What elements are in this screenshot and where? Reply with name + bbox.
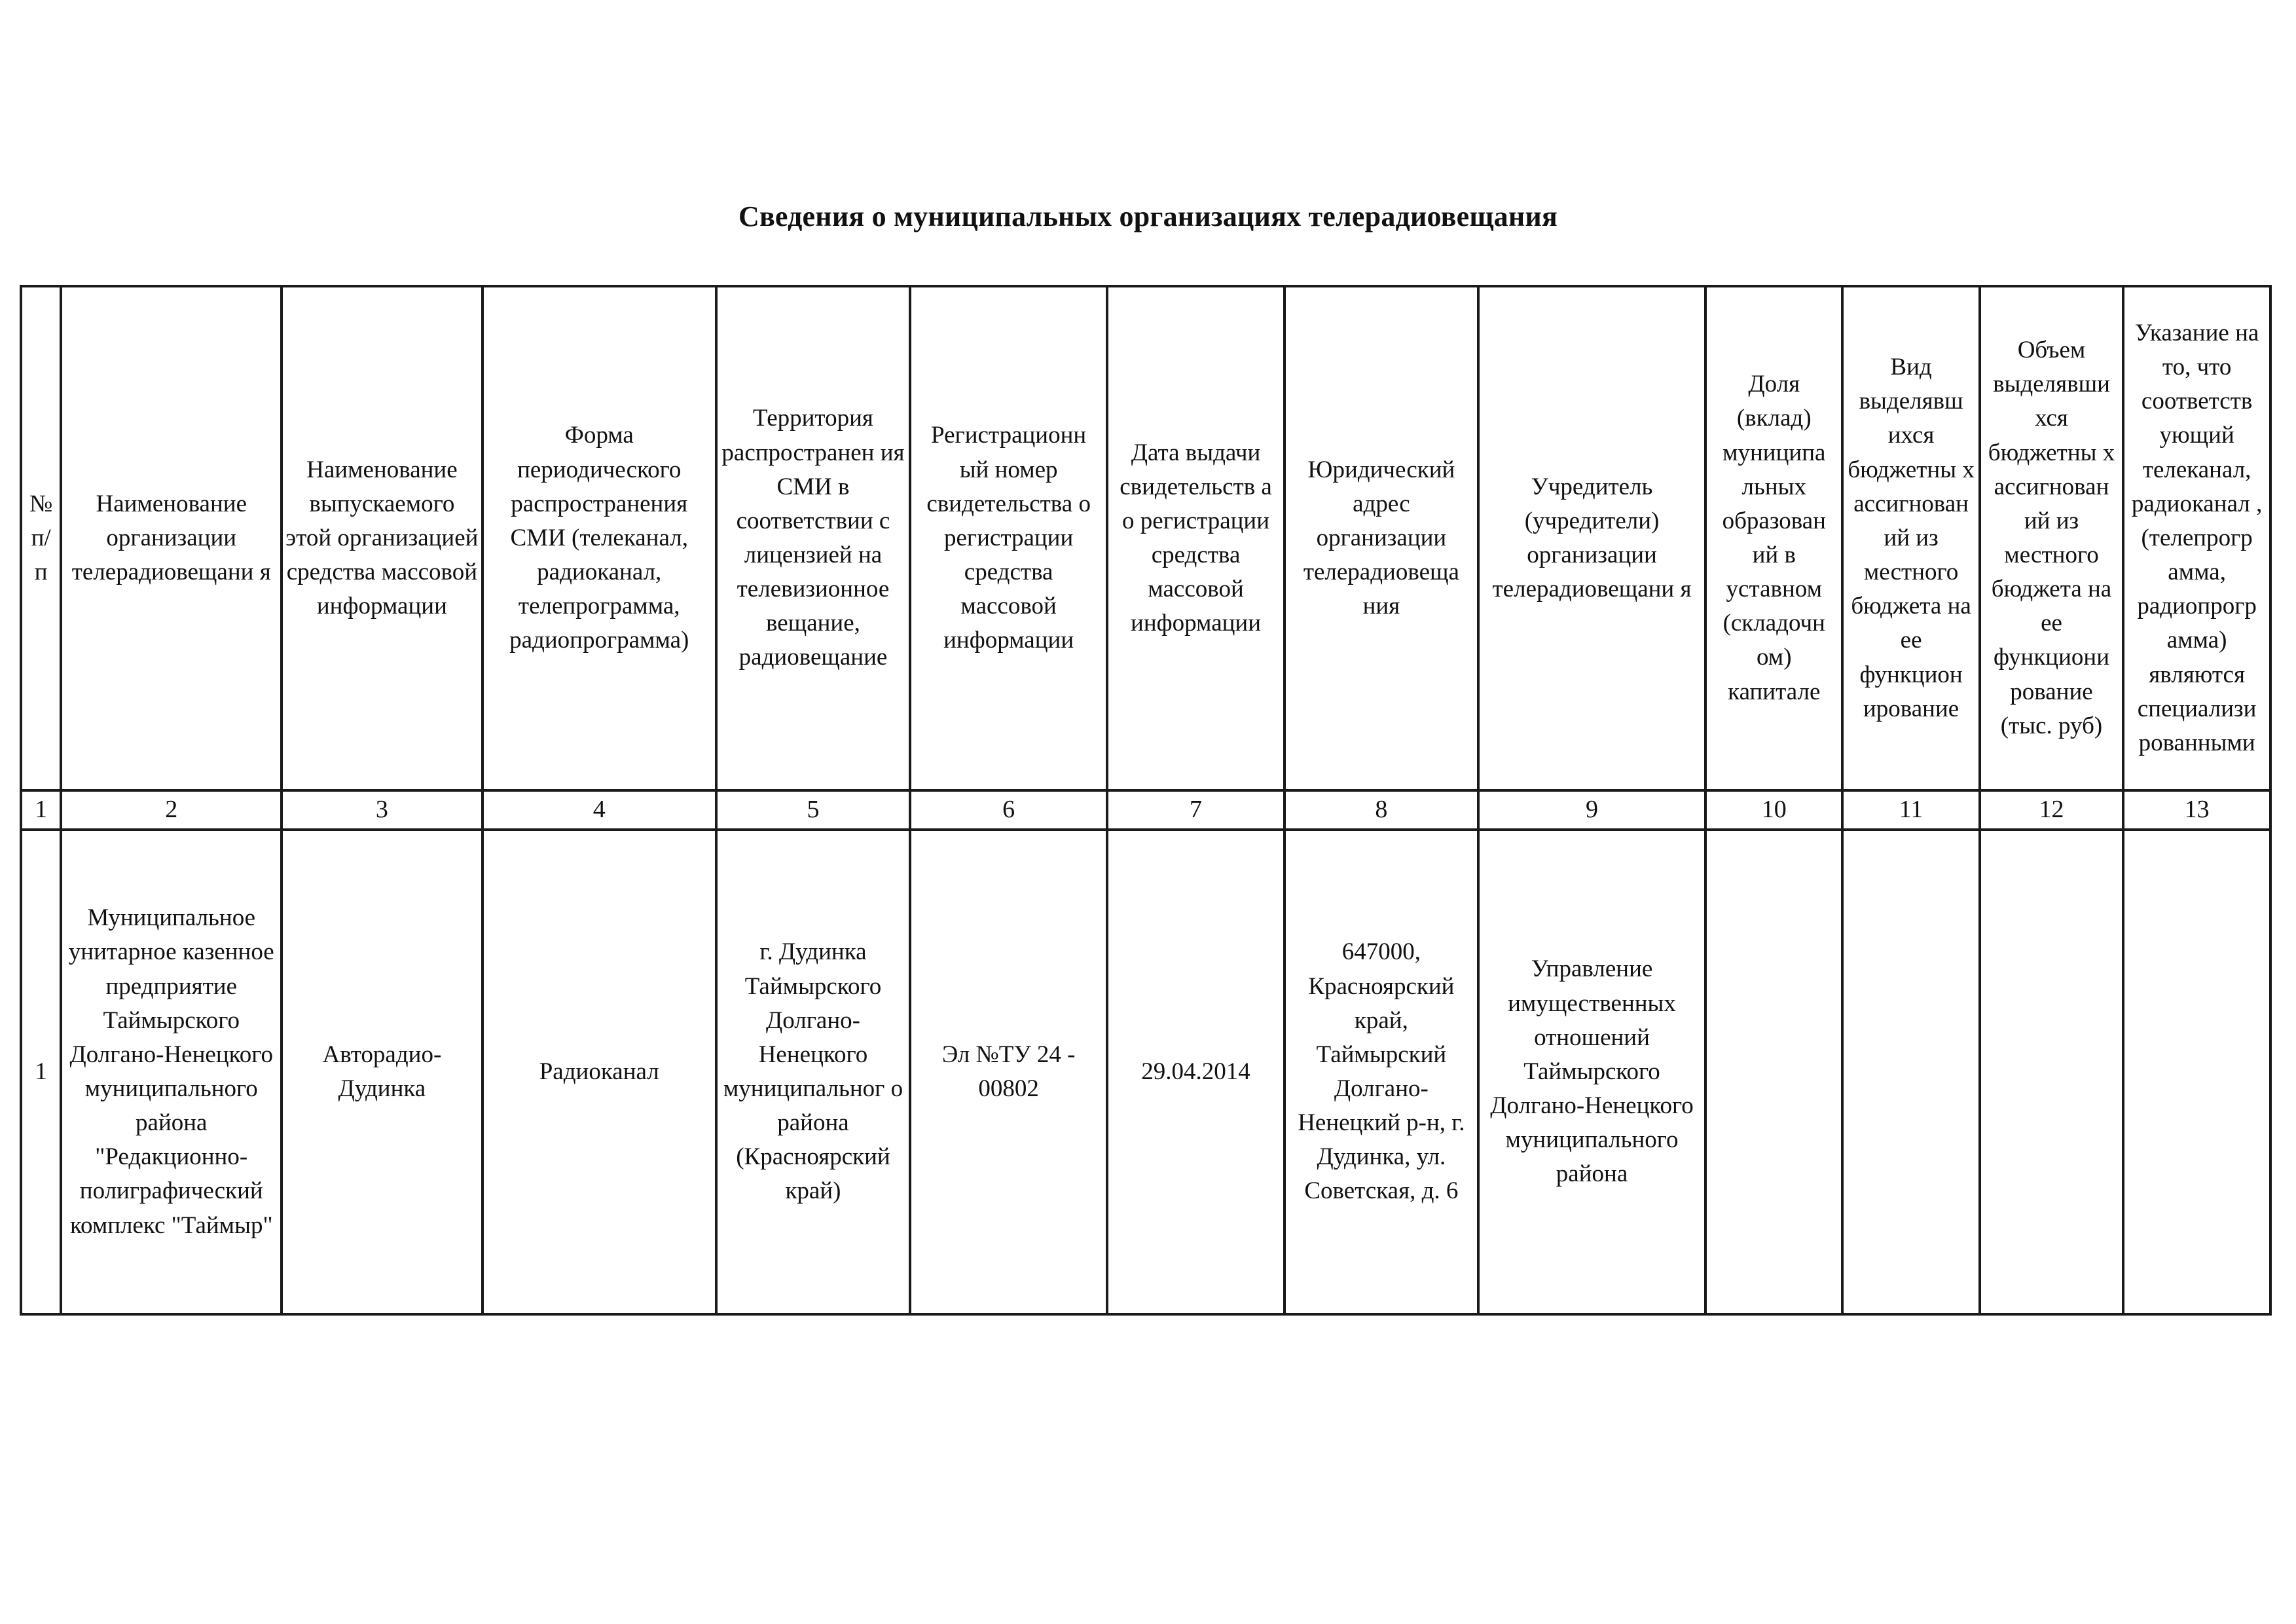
column-number-cell: 12 [1980, 790, 2124, 830]
column-number-cell: 6 [910, 790, 1107, 830]
header-cell-number: № п/п [21, 286, 61, 790]
column-number-cell: 13 [2123, 790, 2270, 830]
column-number-cell: 10 [1705, 790, 1842, 830]
header-cell-specialization: Указание на то, что соответств ующий телеканал, радиоканал , (телепрогр амма, радиопрогр амма) являются специализи рованными [2123, 286, 2270, 790]
header-cell-registration-number: Регистрационн ый номер свидетельства о регистрации средства массовой информации [910, 286, 1107, 790]
cell-specialization [2123, 830, 2270, 1314]
column-number-cell: 7 [1107, 790, 1285, 830]
cell-allocation-type [1842, 830, 1979, 1314]
cell-organization-name: Муниципальное унитарное казенное предприятие Таймырского Долгано-Ненецкого муниципального района "Редакционно-полиграфический комплекс "Таймыр" [61, 830, 282, 1314]
cell-registration-number: Эл №ТУ 24 - 00802 [910, 830, 1107, 1314]
column-number-cell: 4 [483, 790, 716, 830]
header-cell-founder: Учредитель (учредители) организации телерадиовещани я [1478, 286, 1705, 790]
document-title: Сведения о муниципальных организациях телерадиовещания [738, 200, 1558, 232]
header-cell-allocation-volume: Объем выделявши хся бюджетны х ассигнован ий из местного бюджета на ее функциони рование (тыс. руб) [1980, 286, 2124, 790]
header-cell-issue-date: Дата выдачи свидетельств а о регистрации средства массовой информации [1107, 286, 1285, 790]
header-cell-territory: Территория распространен ия СМИ в соответствии с лицензией на телевизионное вещание, радиовещание [716, 286, 910, 790]
cell-allocation-volume [1980, 830, 2124, 1314]
column-number-cell: 2 [61, 790, 282, 830]
cell-issue-date: 29.04.2014 [1107, 830, 1285, 1314]
cell-founder: Управление имущественных отношений Таймырского Долгано-Ненецкого муниципального района [1478, 830, 1705, 1314]
header-cell-media-name: Наименование выпускаемого этой организацией средства массовой информации [282, 286, 482, 790]
column-number-cell: 9 [1478, 790, 1705, 830]
cell-municipal-share [1705, 830, 1842, 1314]
table-header-row [21, 286, 2270, 790]
column-number-cell: 3 [282, 790, 482, 830]
column-number-cell: 11 [1842, 790, 1979, 830]
header-cell-municipal-share: Доля (вклад) муниципа льных образован ий в уставном (складочн ом) капитале [1705, 286, 1842, 790]
header-cell-organization-name: Наименование организации телерадиовещани я [61, 286, 282, 790]
column-number-cell: 8 [1285, 790, 1478, 830]
column-number-cell: 5 [716, 790, 910, 830]
header-cell-distribution-form: Форма периодического распространения СМИ (телеканал, радиоканал, телепрограмма, радиопрограмма) [483, 286, 716, 790]
cell-number: 1 [21, 830, 61, 1314]
column-number-cell: 1 [21, 790, 61, 830]
cell-distribution-form: Радиоканал [483, 830, 716, 1314]
cell-legal-address: 647000, Красноярский край, Таймырский Долгано-Ненецкий р-н, г. Дудинка, ул. Советская, д. 6 [1285, 830, 1478, 1314]
registry-table [20, 285, 2272, 1316]
cell-territory: г. Дудинка Таймырского Долгано-Ненецкого муниципальног о района (Красноярский край) [716, 830, 910, 1314]
cell-media-name: Авторадио-Дудинка [282, 830, 482, 1314]
header-cell-legal-address: Юридический адрес организации телерадиовеща ния [1285, 286, 1478, 790]
header-cell-allocation-type: Вид выделявш ихся бюджетны х ассигнован ий из местного бюджета на ее функцион ирование [1842, 286, 1979, 790]
table-row [21, 830, 2270, 1314]
column-number-row [21, 790, 2270, 830]
